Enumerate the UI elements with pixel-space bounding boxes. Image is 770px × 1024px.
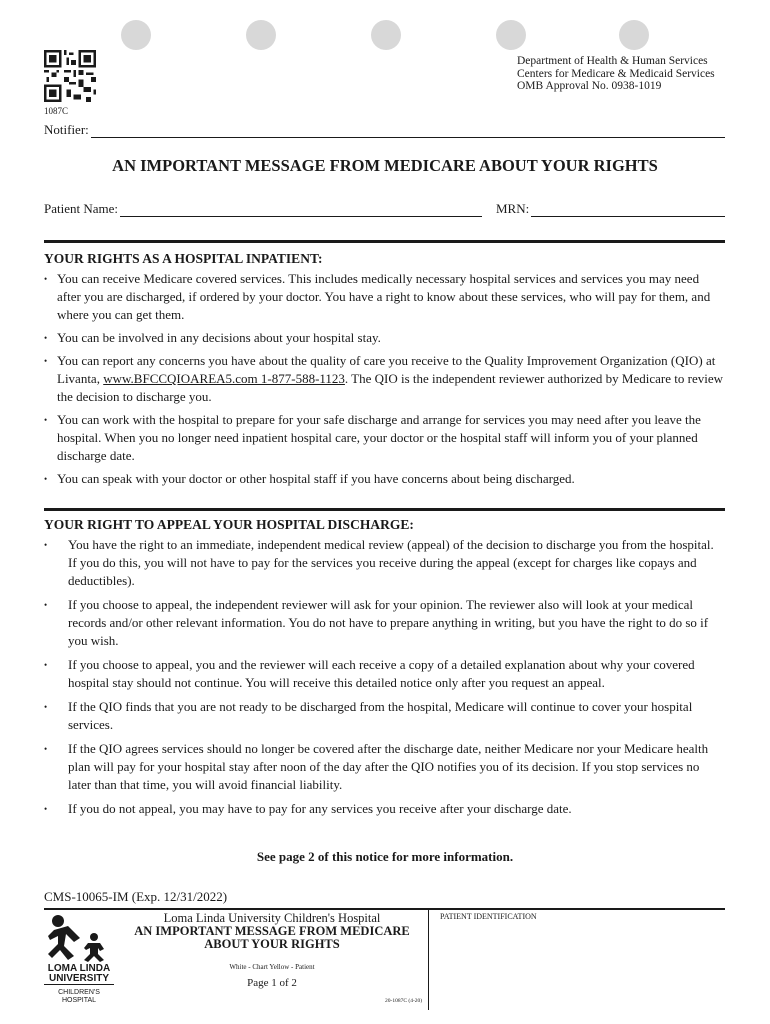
see-page-note: See page 2 of this notice for more information. [256, 849, 514, 864]
patient-identification-label: PATIENT IDENTIFICATION [440, 912, 537, 921]
list-item: • You can work with the hospital to prepare for your safe discharge and arrange for services you may need after you leave the hospital. When you no longer need inpatient hospital care, your doctor or the hospital staff will inform you of your planned discharge date. [44, 412, 701, 463]
section-heading: YOUR RIGHTS AS A HOSPITAL INPATIENT: [44, 251, 323, 266]
mrn-label: MRN: [496, 201, 530, 216]
footer-divider [44, 908, 725, 910]
department-line: Centers for Medicare & Medicaid Services [517, 67, 715, 80]
list-item: • You can speak with your doctor or other hospital staff if you have concerns about being discharged. [44, 471, 575, 486]
notifier-field[interactable] [44, 122, 725, 138]
punch-hole [619, 20, 649, 50]
patient-name-blank[interactable] [120, 204, 482, 217]
punch-hole [246, 20, 276, 50]
patient-name-field[interactable] [44, 201, 482, 217]
footer-vertical-divider [428, 910, 429, 1010]
list-item: • If you choose to appeal, the independent reviewer will ask for your opinion. The reviewer also will look at your medical records and/or other relevant information. You do not have to prepare anything in writing, but you have the right to do so if you wish. [44, 597, 709, 648]
patient-name-label: Patient Name: [44, 201, 119, 216]
list-item: • If the QIO finds that you are not ready to be discharged from the hospital, Medicare will continue to cover your hospital services. [44, 699, 693, 732]
list-item: • You can receive Medicare covered services. This includes medically necessary hospital services and services you may need after you are discharged, if ordered by your doctor. You have a right to know about these services, who will pay for them, and where you can get them. [44, 271, 711, 322]
mrn-blank[interactable] [531, 204, 725, 217]
page-title: AN IMPORTANT MESSAGE FROM MEDICARE ABOUT YOUR RIGHTS [112, 156, 658, 175]
footer-title: ABOUT YOUR RIGHTS [204, 937, 340, 951]
copy-distribution: White - Chart Yellow - Patient [229, 963, 315, 971]
logo-text: LOMA LINDA UNIVERSITY CHILDREN'S HOSPITAL [44, 964, 114, 1005]
list-item: • You can report any concerns you have about the quality of care you receive to the Quality Improvement Organization (QIO) at Livanta, www.BFCCQIOAREA5.com 1-877-588-1123. The QIO is the independent reviewer authorized by Medicare to review the decision to discharge you. [44, 353, 723, 404]
list-item: • You can be involved in any decisions about your hospital stay. [44, 330, 381, 345]
punch-hole [496, 20, 526, 50]
notifier-label: Notifier: [44, 122, 89, 137]
hospital-name: Loma Linda University Children's Hospital [163, 911, 381, 925]
footer-title-block [118, 912, 426, 990]
qr-code-icon [44, 50, 96, 102]
section-divider [44, 240, 725, 243]
list-item: • If you do not appeal, you may have to pay for any services you receive after your discharge date. [44, 801, 572, 816]
list-item: • If you choose to appeal, you and the reviewer will each receive a copy of a detailed explanation about why your covered hospital stay should not continue. You will receive this detailed notice only after you request an appeal. [44, 657, 695, 690]
department-block [517, 55, 715, 93]
mrn-field[interactable] [496, 201, 725, 217]
appeal-list [44, 536, 724, 824]
qio-link[interactable]: www.BFCCQIOAREA5.com 1-877-588-1123 [103, 371, 345, 386]
form-id: 1087C [44, 106, 69, 116]
section-divider [44, 508, 725, 511]
notifier-blank[interactable] [91, 125, 725, 138]
section-heading: YOUR RIGHT TO APPEAL YOUR HOSPITAL DISCHARGE: [44, 517, 414, 532]
page-number: Page 1 of 2 [247, 977, 297, 989]
list-item: • If the QIO agrees services should no longer be covered after the discharge date, neither Medicare nor your Medicare health plan will pay for your hospital stay after noon of the day after the QIO notifies you of its decision. If you stop services no later than that time, you will avoid financial liability. [44, 741, 709, 792]
omb-approval: OMB Approval No. 0938-1019 [517, 80, 662, 92]
list-item: • You have the right to an immediate, independent medical review (appeal) of the decision to discharge you from the hospital. If you do this, you will not have to pay for the services you receive during the appeal (except for charges like copays and deductibles). [44, 537, 714, 588]
department-line: Department of Health & Human Services [517, 55, 708, 67]
punch-hole [371, 20, 401, 50]
cms-code: CMS-10065-IM (Exp. 12/31/2022) [44, 889, 228, 904]
footer-title: AN IMPORTANT MESSAGE FROM MEDICARE [134, 924, 410, 938]
punch-hole [121, 20, 151, 50]
form-code: 20-1087C (4-20) [385, 998, 423, 1004]
rights-list [44, 270, 724, 493]
